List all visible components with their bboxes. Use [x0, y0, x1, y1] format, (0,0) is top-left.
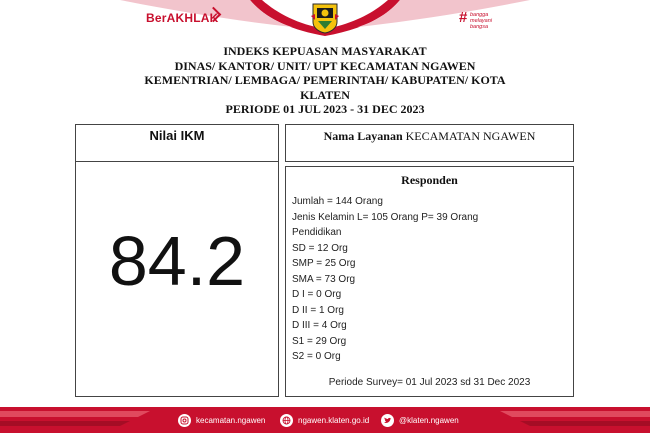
list-item: S1 = 29 Org	[292, 335, 347, 347]
klaten-emblem-icon	[311, 2, 339, 34]
ikm-label: Nilai IKM	[76, 125, 278, 162]
bangga-melayani-bangsa-logo	[459, 10, 509, 34]
globe-icon	[280, 414, 293, 427]
list-item: Jumlah = 144 Orang	[292, 196, 383, 207]
list-item: D I = 0 Org	[292, 289, 342, 300]
ikm-score-value: 84.2	[108, 222, 246, 300]
survey-period: Periode Survey= 01 Jul 2023 sd 31 Dec 2023	[328, 377, 531, 388]
list-item: Pendidikan	[292, 227, 342, 238]
footer-bar	[0, 407, 650, 433]
respondents-title: Responden	[401, 173, 458, 187]
website-url: ngawen.klaten.go.id	[298, 415, 370, 425]
title-line: INDEKS KEPUASAN MASYARAKAT	[223, 44, 427, 58]
instagram-handle: kecamatan.ngawen	[196, 415, 266, 425]
title-line: KEMENTRIAN/ LEMBAGA/ PEMERINTAH/ KABUPATEN/ KOTA	[144, 73, 506, 88]
list-item: SD = 12 Org	[292, 242, 348, 254]
list-item: Jenis Kelamin L= 105 Orang P= 39 Orang	[292, 211, 479, 223]
document-title-block	[0, 44, 650, 117]
footer-website[interactable]	[280, 413, 369, 427]
list-item: SMA = 73 Org	[292, 273, 356, 285]
respondents-list	[292, 194, 478, 365]
title-line: KLATEN	[300, 87, 350, 102]
service-name-box	[285, 124, 574, 162]
berakhlak-logo: BerAKHLAK	[146, 11, 219, 25]
list-item: SMP = 25 Org	[292, 258, 356, 269]
twitter-handle: @klaten.ngawen	[399, 415, 459, 425]
title-line: DINAS/ KANTOR/ UNIT/ UPT KECAMATAN NGAWEN	[174, 58, 476, 73]
instagram-icon	[178, 414, 191, 427]
list-item: D III = 4 Org	[292, 320, 347, 331]
footer-instagram[interactable]	[178, 413, 265, 427]
hash-mark-icon: #	[459, 9, 468, 26]
list-item: S2 = 0 Org	[292, 351, 341, 362]
list-item: D II = 1 Org	[292, 304, 344, 316]
service-name: KECAMATAN NGAWEN	[405, 129, 536, 143]
respondents-box	[285, 166, 574, 397]
footer-twitter[interactable]	[381, 413, 459, 427]
service-label: Nama Layanan	[323, 129, 403, 143]
ikm-score-box	[75, 124, 279, 397]
title-line: PERIODE 01 JUL 2023 - 31 DEC 2023	[225, 102, 425, 117]
brand-right-text: bangga melayani bangsa	[470, 12, 493, 30]
twitter-icon	[381, 414, 394, 427]
